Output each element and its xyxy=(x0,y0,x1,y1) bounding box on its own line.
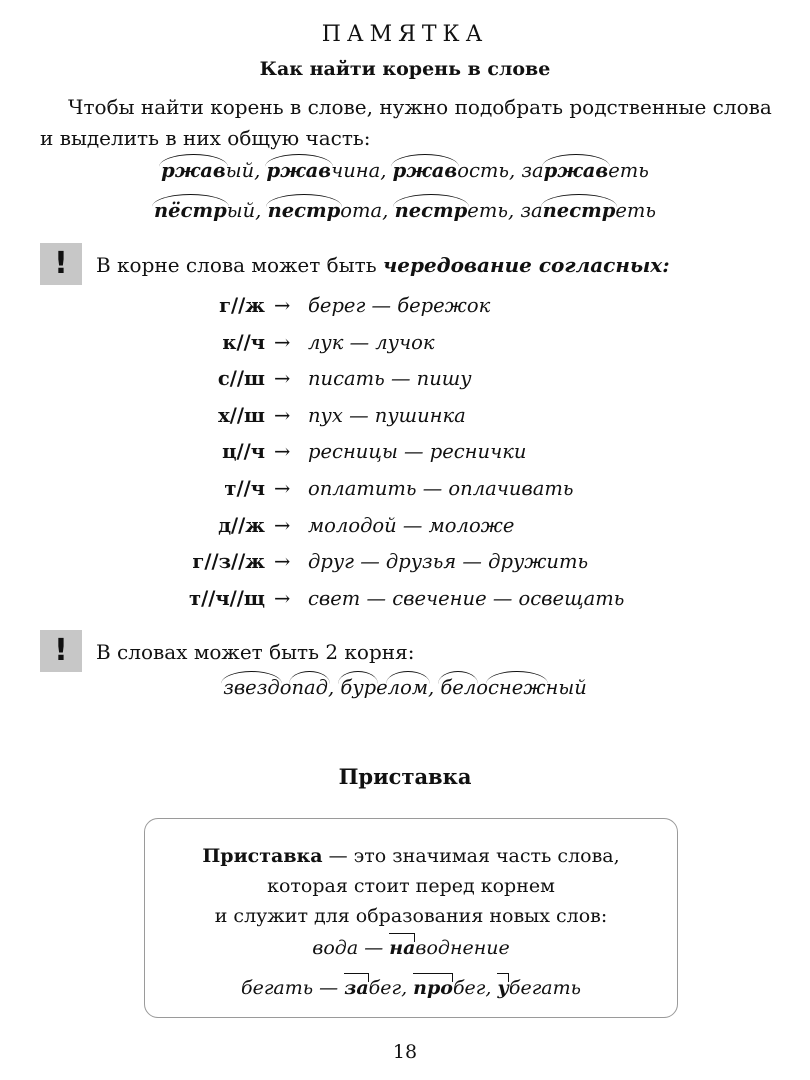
consonant-pair: г//ж xyxy=(219,294,265,317)
root-examples-line-1 xyxy=(0,159,810,182)
alternation-words: писать — пишу xyxy=(308,367,472,391)
alternation-row xyxy=(0,367,810,403)
alternation-row xyxy=(0,514,810,550)
word-ending: еть, xyxy=(467,199,521,222)
consonant-pair: ц//ч xyxy=(222,440,265,464)
consonant-pair: г//з//ж xyxy=(192,550,265,574)
alternation-words: оплатить — оплачивать xyxy=(308,477,574,500)
prefix-mark: у xyxy=(497,977,509,999)
two-roots-examples: звездопад, бурелом, белоснежный xyxy=(223,676,587,699)
alternation-words: пух — пушинка xyxy=(308,403,466,427)
word-ending: еть xyxy=(615,199,656,222)
word-prefix: за xyxy=(520,199,543,222)
word-ending: ый, xyxy=(226,199,268,222)
note-two-roots: В словах может быть 2 корня: xyxy=(96,640,415,664)
word-root: ржав xyxy=(161,159,226,182)
arrow-icon: → xyxy=(274,330,291,354)
definition-text: Приставка — это значимая часть слова, которая стоит перед корнем и служит для образования новых слов: xyxy=(202,845,620,927)
word-ending: ый, xyxy=(225,159,267,182)
arrow-icon: → xyxy=(274,403,291,427)
prefix-example-2: бегать — забег, пробег, убегать xyxy=(240,977,581,999)
arrow-icon: → xyxy=(274,440,291,464)
word-root: ржав xyxy=(543,159,609,182)
word-root: ржав xyxy=(392,159,458,182)
consonant-pair: к//ч xyxy=(222,330,265,354)
word-ending: ость, xyxy=(457,159,522,182)
arrow-icon: → xyxy=(274,294,291,317)
consonant-pair: т//ч xyxy=(224,477,265,500)
word-root: пестр xyxy=(394,199,468,222)
word-prefix: за xyxy=(521,159,544,182)
exclamation-icon: ! xyxy=(40,630,82,672)
alternation-row xyxy=(0,477,810,513)
word-root: пёстр xyxy=(153,199,227,222)
prefix-mark: про xyxy=(413,977,453,999)
word-root: пестр xyxy=(542,199,616,222)
prefix-example-1: вода — наводнение xyxy=(312,937,510,959)
alternation-row xyxy=(0,404,810,440)
note-emphasis: чередование согласных: xyxy=(382,253,670,277)
alternation-words: друг — друзья — дружить xyxy=(308,550,589,574)
alternation-row xyxy=(0,587,810,623)
consonant-pair: т//ч//щ xyxy=(189,586,265,610)
prefix-mark: за xyxy=(344,977,369,999)
alternation-words: берег — бережок xyxy=(308,294,491,317)
word-ending: чина, xyxy=(331,159,393,182)
section-title: Приставка xyxy=(338,764,472,789)
alternation-words: свет — свечение — освещать xyxy=(308,586,625,610)
alternation-words: молодой — моложе xyxy=(308,513,515,537)
alternation-words: ресницы — реснички xyxy=(308,440,527,464)
arrow-icon: → xyxy=(274,513,291,537)
alternation-words: лук — лучок xyxy=(308,330,435,354)
exclamation-icon: ! xyxy=(40,243,82,285)
alternation-row xyxy=(0,440,810,476)
consonant-pair: с//ш xyxy=(217,367,265,391)
arrow-icon: → xyxy=(274,477,291,500)
arrow-icon: → xyxy=(274,586,291,610)
consonant-pair: х//ш xyxy=(218,403,265,427)
note-alternation xyxy=(96,253,670,277)
word-ending: еть xyxy=(608,159,649,182)
note-text: В корне слова может быть xyxy=(96,253,383,277)
intro-paragraph: Чтобы найти корень в слове, нужно подобрать родственные слова и выделить в них общую часть: xyxy=(40,95,772,150)
arrow-icon: → xyxy=(274,367,291,391)
word-root: пестр xyxy=(267,199,341,222)
alternation-row xyxy=(0,550,810,586)
prefix-mark: на xyxy=(389,937,416,959)
page-subtitle: Как найти корень в слове xyxy=(259,58,551,80)
page-number: 18 xyxy=(392,1041,418,1063)
definition-box xyxy=(144,818,678,1018)
alternation-row xyxy=(0,331,810,367)
definition-term: Приставка xyxy=(202,845,323,867)
alternation-row xyxy=(0,294,810,330)
word-ending: ота, xyxy=(340,199,395,222)
word-root: ржав xyxy=(266,159,332,182)
page-title: ПАМЯТКА xyxy=(321,22,489,47)
arrow-icon: → xyxy=(274,550,291,574)
root-examples-line-2 xyxy=(0,199,810,222)
consonant-pair: д//ж xyxy=(218,513,265,537)
